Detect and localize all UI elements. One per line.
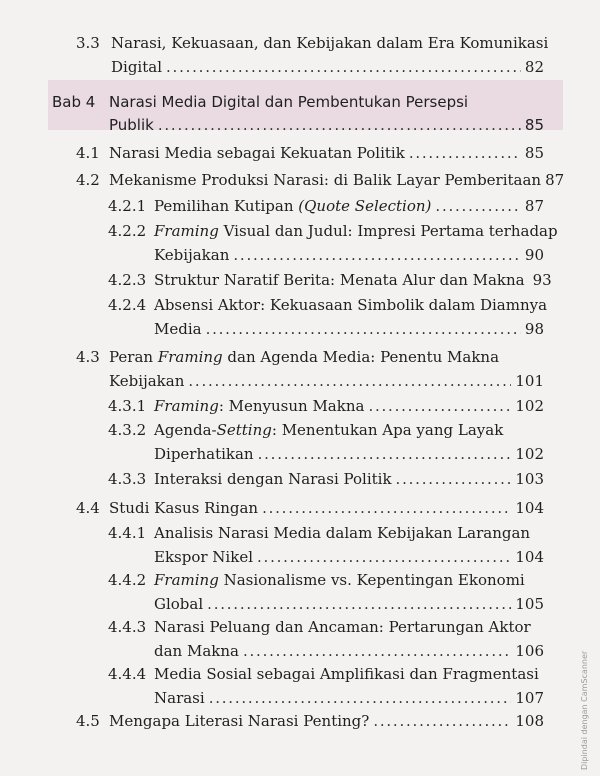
entry-title: : Menyusun Makna (218, 397, 365, 415)
chapter-title: Narasi Media Digital dan Pembentukan Persepsi (109, 93, 469, 111)
entry-number: 4.3.3 (108, 470, 147, 488)
entry-number: 4.2.4 (108, 296, 147, 314)
entry-number: 4.3.1 (108, 397, 147, 415)
page-number: 85 (524, 144, 544, 162)
entry-number: 4.2.2 (108, 222, 147, 240)
page-number: 90 (524, 246, 544, 264)
entry-number: 4.3.2 (108, 421, 147, 439)
entry-number: 4.3 (76, 348, 100, 366)
page-number: 87 (524, 197, 544, 215)
page-number: 105 (515, 595, 544, 613)
dot-leader (233, 246, 521, 264)
entry-title: Mengapa Literasi Narasi Penting? (109, 712, 370, 730)
page-number: 82 (524, 58, 544, 76)
dot-leader (368, 397, 511, 415)
entry-title-rest: : Menentukan Apa yang Layak (271, 421, 504, 439)
dot-leader (409, 144, 521, 162)
entry-title: Studi Kasus Ringan (109, 499, 259, 517)
entry-title-cont: Ekspor Nikel (154, 548, 253, 566)
page-number: 85 (524, 116, 544, 134)
entry-title: Mekanisme Produksi Narasi: di Balik Layar Pemberitaan (109, 171, 542, 189)
entry-title-cont: Media (154, 320, 202, 338)
page-number: 87 (545, 171, 565, 189)
chapter-title-cont: Publik (109, 116, 154, 134)
entry-title-italic: Framing (154, 222, 219, 240)
entry-number: 4.2.3 (108, 271, 147, 289)
entry-number: 4.4.4 (108, 665, 147, 683)
entry-title-cont: dan Makna (154, 642, 239, 660)
entry-title-rest: dan Agenda Media: Penentu Makna (222, 348, 500, 366)
entry-title-cont: Global (154, 595, 204, 613)
page-number: 107 (515, 689, 544, 707)
entry-title-italic: Framing (157, 348, 223, 366)
entry-title-cont: Narasi (154, 689, 205, 707)
entry-title: Media Sosial sebagai Amplifikasi dan Fragmentasi (154, 665, 539, 683)
entry-number: 4.4.3 (108, 618, 147, 636)
dot-leader (207, 595, 511, 613)
dot-leader (373, 712, 511, 730)
entry-title: Struktur Naratif Berita: Menata Alur dan Makna (154, 271, 525, 289)
entry-number: 4.5 (76, 712, 100, 730)
entry-number: 4.2 (76, 171, 100, 189)
page-number: 104 (515, 499, 544, 517)
chapter-label: Bab 4 (52, 93, 96, 111)
entry-title: Narasi, Kekuasaan, dan Kebijakan dalam Era Komunikasi (111, 34, 549, 52)
page-number: 93 (532, 271, 552, 289)
entry-number: 4.4 (76, 499, 100, 517)
page-number: 102 (515, 445, 544, 463)
dot-leader (209, 689, 512, 707)
dot-leader (188, 372, 511, 390)
dot-leader (166, 58, 521, 76)
page-number: 102 (515, 397, 544, 415)
entry-title-cont: Kebijakan (154, 246, 230, 264)
entry-title: Agenda- (154, 421, 217, 439)
entry-title: Narasi Peluang dan Ancaman: Pertarungan Aktor (154, 618, 531, 636)
entry-number: 4.1 (76, 144, 100, 162)
entry-title: Pemilihan Kutipan (154, 197, 299, 215)
dot-leader (243, 642, 511, 660)
dot-leader (262, 499, 511, 517)
entry-title: Interaksi dengan Narasi Politik (154, 470, 392, 488)
entry-title-italic: (Quote Selection) (298, 197, 432, 215)
entry-title: Analisis Narasi Media dalam Kebijakan Larangan (154, 524, 531, 542)
page-number: 103 (515, 470, 544, 488)
dot-leader (258, 445, 512, 463)
entry-number: 4.2.1 (108, 197, 147, 215)
entry-title-italic: Framing (154, 571, 219, 589)
entry-title-italic: Framing (154, 397, 219, 415)
dot-leader (396, 470, 512, 488)
page-number: 98 (524, 320, 544, 338)
entry-title-cont: Digital (111, 58, 162, 76)
entry-number: 4.4.2 (108, 571, 147, 589)
entry-title: Nasionalisme vs. Kepentingan Ekonomi (218, 571, 525, 589)
page-number: 106 (515, 642, 544, 660)
dot-leader (206, 320, 521, 338)
entry-title: Absensi Aktor: Kekuasaan Simbolik dalam Diamnya (154, 296, 548, 314)
entry-title-cont: Kebijakan (109, 372, 185, 390)
entry-number: 4.4.1 (108, 524, 147, 542)
dot-leader (435, 197, 521, 215)
entry-title-italic: Setting (216, 421, 272, 439)
page-number: 104 (515, 548, 544, 566)
entry-title: Narasi Media sebagai Kekuatan Politik (109, 144, 405, 162)
entry-title: Visual dan Judul: Impresi Pertama terhadap (218, 222, 558, 240)
page-number: 101 (515, 372, 544, 390)
chapter-highlight (48, 80, 563, 134)
scanner-watermark: Dipindai dengan CamScanner (580, 650, 589, 770)
dot-leader (257, 548, 511, 566)
page-number: 108 (515, 712, 544, 730)
entry-number: 3.3 (76, 34, 100, 52)
entry-title: Peran (109, 348, 158, 366)
entry-title-cont: Diperhatikan (154, 445, 254, 463)
dot-leader (158, 116, 521, 134)
